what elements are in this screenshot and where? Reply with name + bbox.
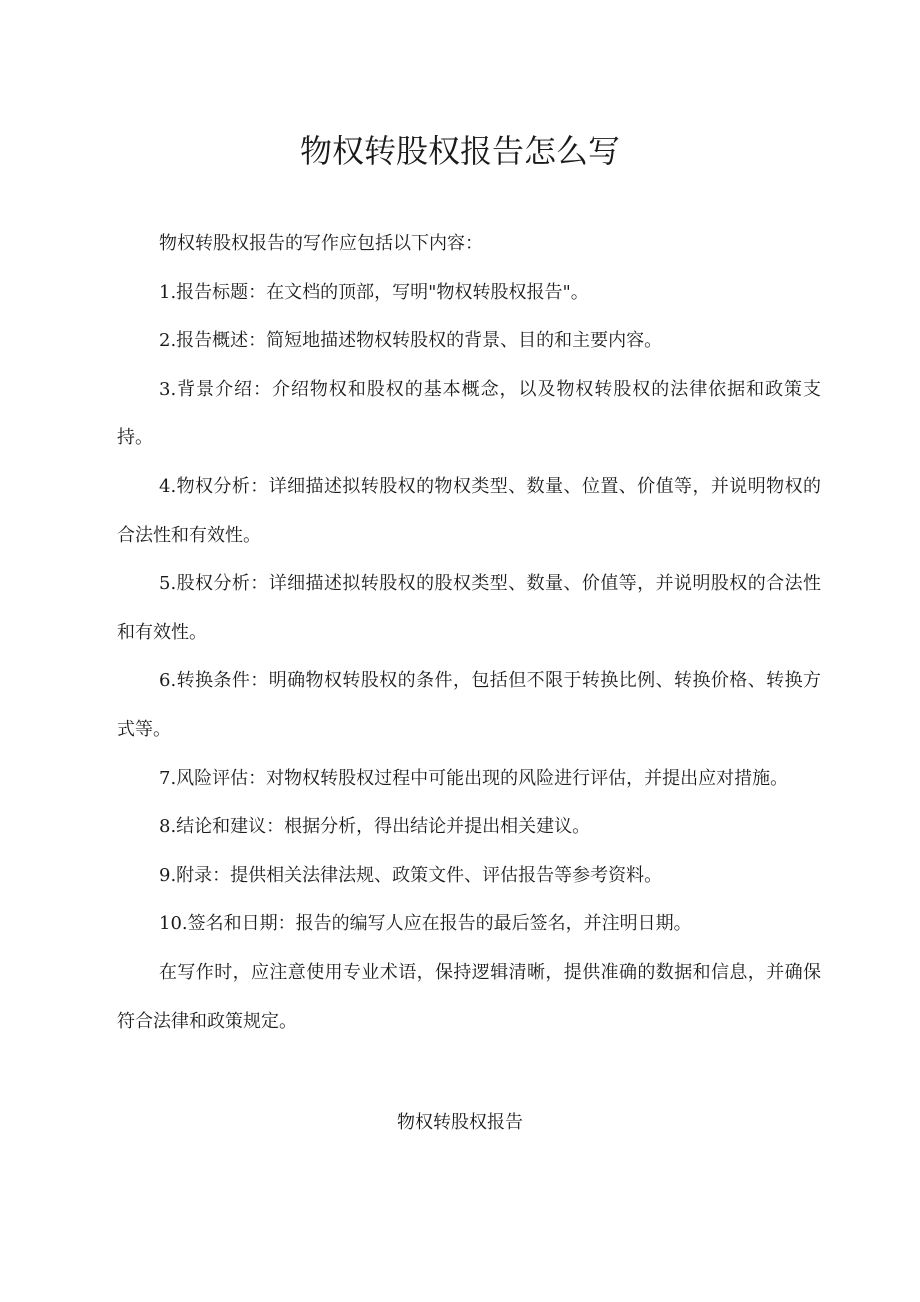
list-item-2: 2.报告概述：简短地描述物权转股权的背景、目的和主要内容。 — [159, 330, 663, 352]
list-item-7: 7.风险评估：对物权转股权过程中可能出现的风险进行评估，并提出应对措施。 — [159, 767, 789, 789]
closing-paragraph: 在写作时，应注意使用专业术语，保持逻辑清晰，提供准确的数据和信息，并确保符合法律和政策规定。 — [117, 961, 821, 1032]
list-item-4: 4.物权分析：详细描述拟转股权的物权类型、数量、位置、价值等，并说明物权的合法性和有效性。 — [117, 475, 821, 546]
list-item-6: 6.转换条件：明确物权转股权的条件，包括但不限于转换比例、转换价格、转换方式等。 — [117, 670, 821, 740]
list-item-5: 5.股权分析：详细描述拟转股权的股权类型、数量、价值等，并说明股权的合法性和有效性。 — [117, 573, 821, 643]
list-item-8: 8.结论和建议：根据分析，得出结论并提出相关建议。 — [159, 816, 591, 838]
intro-paragraph: 物权转股权报告的写作应包括以下内容： — [159, 233, 483, 254]
list-item-9: 9.附录：提供相关法律法规、政策文件、评估报告等参考资料。 — [159, 864, 663, 886]
list-item-10: 10.签名和日期：报告的编写人应在报告的最后签名，并注明日期。 — [159, 913, 692, 935]
list-item-1: 1.报告标题：在文档的顶部，写明"物权转股权报告"。 — [159, 281, 589, 303]
list-item-3: 3.背景介绍：介绍物权和股权的基本概念，以及物权转股权的法律依据和政策支持。 — [117, 378, 821, 449]
document-body — [117, 220, 821, 1046]
report-subtitle: 物权转股权报告 — [397, 1112, 523, 1133]
document-title: 物权转股权报告怎么写 — [299, 132, 620, 170]
